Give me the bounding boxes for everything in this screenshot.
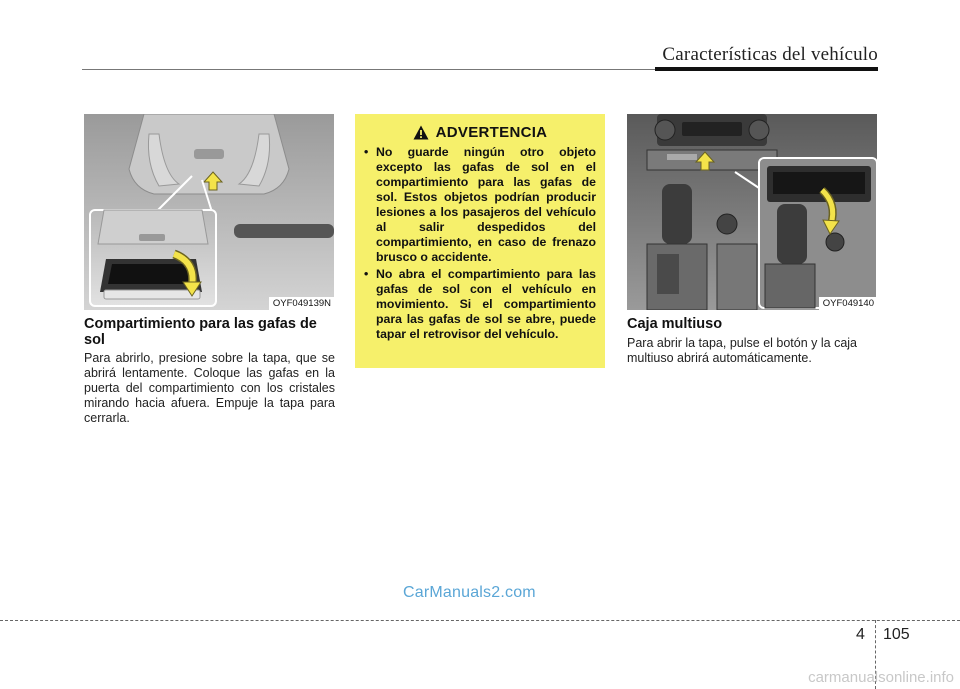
footer-rule — [0, 620, 960, 621]
header-rule-accent — [655, 67, 878, 71]
warning-item-text: No abra el compartimiento para las gafas de sol con el vehículo en movimiento. Si el compartimiento para las gafas de sol se abre, puede tapar el retrovisor del vehículo. — [376, 267, 596, 341]
warning-title-row — [364, 124, 596, 141]
bullet: • — [364, 145, 369, 159]
warning-title: ADVERTENCIA — [435, 124, 548, 141]
warning-item — [364, 145, 596, 265]
page-number: 105 — [883, 626, 910, 643]
multipurpose-box-illustration — [627, 114, 877, 310]
section-body-sunglass-holder: Para abrirlo, presione sobre la tapa, que se abrirá lentamente. Coloque las gafas en la puerta del compartimiento con los cristales mirando hacia afuera. Empuje la tapa para cerrarla. — [84, 351, 335, 425]
bottom-watermark: carmanualsonline.info — [808, 669, 954, 686]
watermark-link[interactable]: CarManuals2.com — [403, 584, 536, 601]
warning-box — [355, 114, 605, 368]
sunglass-holder-figure — [84, 114, 334, 310]
warning-item — [364, 267, 596, 342]
multipurpose-box-figure — [627, 114, 877, 310]
page-header-title: Características del vehículo — [662, 44, 878, 65]
sunglass-holder-illustration — [84, 114, 334, 310]
section-heading-multipurpose-box: Caja multiuso — [627, 316, 723, 332]
figure-code-label: OYF049140 — [819, 297, 877, 310]
figure-code-label: OYF049139N — [269, 297, 334, 310]
section-heading-sunglass-holder: Compartimiento para las gafas de sol — [84, 316, 317, 348]
section-body-multipurpose-box: Para abrir la tapa, pulse el botón y la caja multiuso abrirá automáticamente. — [627, 336, 857, 365]
chapter-number: 4 — [856, 626, 865, 643]
warning-triangle-icon — [413, 125, 429, 140]
bullet: • — [364, 267, 369, 281]
warning-item-text: No guarde ningún otro objeto excepto las gafas de sol en el compartimiento para las gafas de sol. Estos objetos podrían producir lesiones a los pasajeros del vehículo al salir despedidos del compartimiento, en caso de frenazo brusco o accidente. — [376, 145, 596, 264]
